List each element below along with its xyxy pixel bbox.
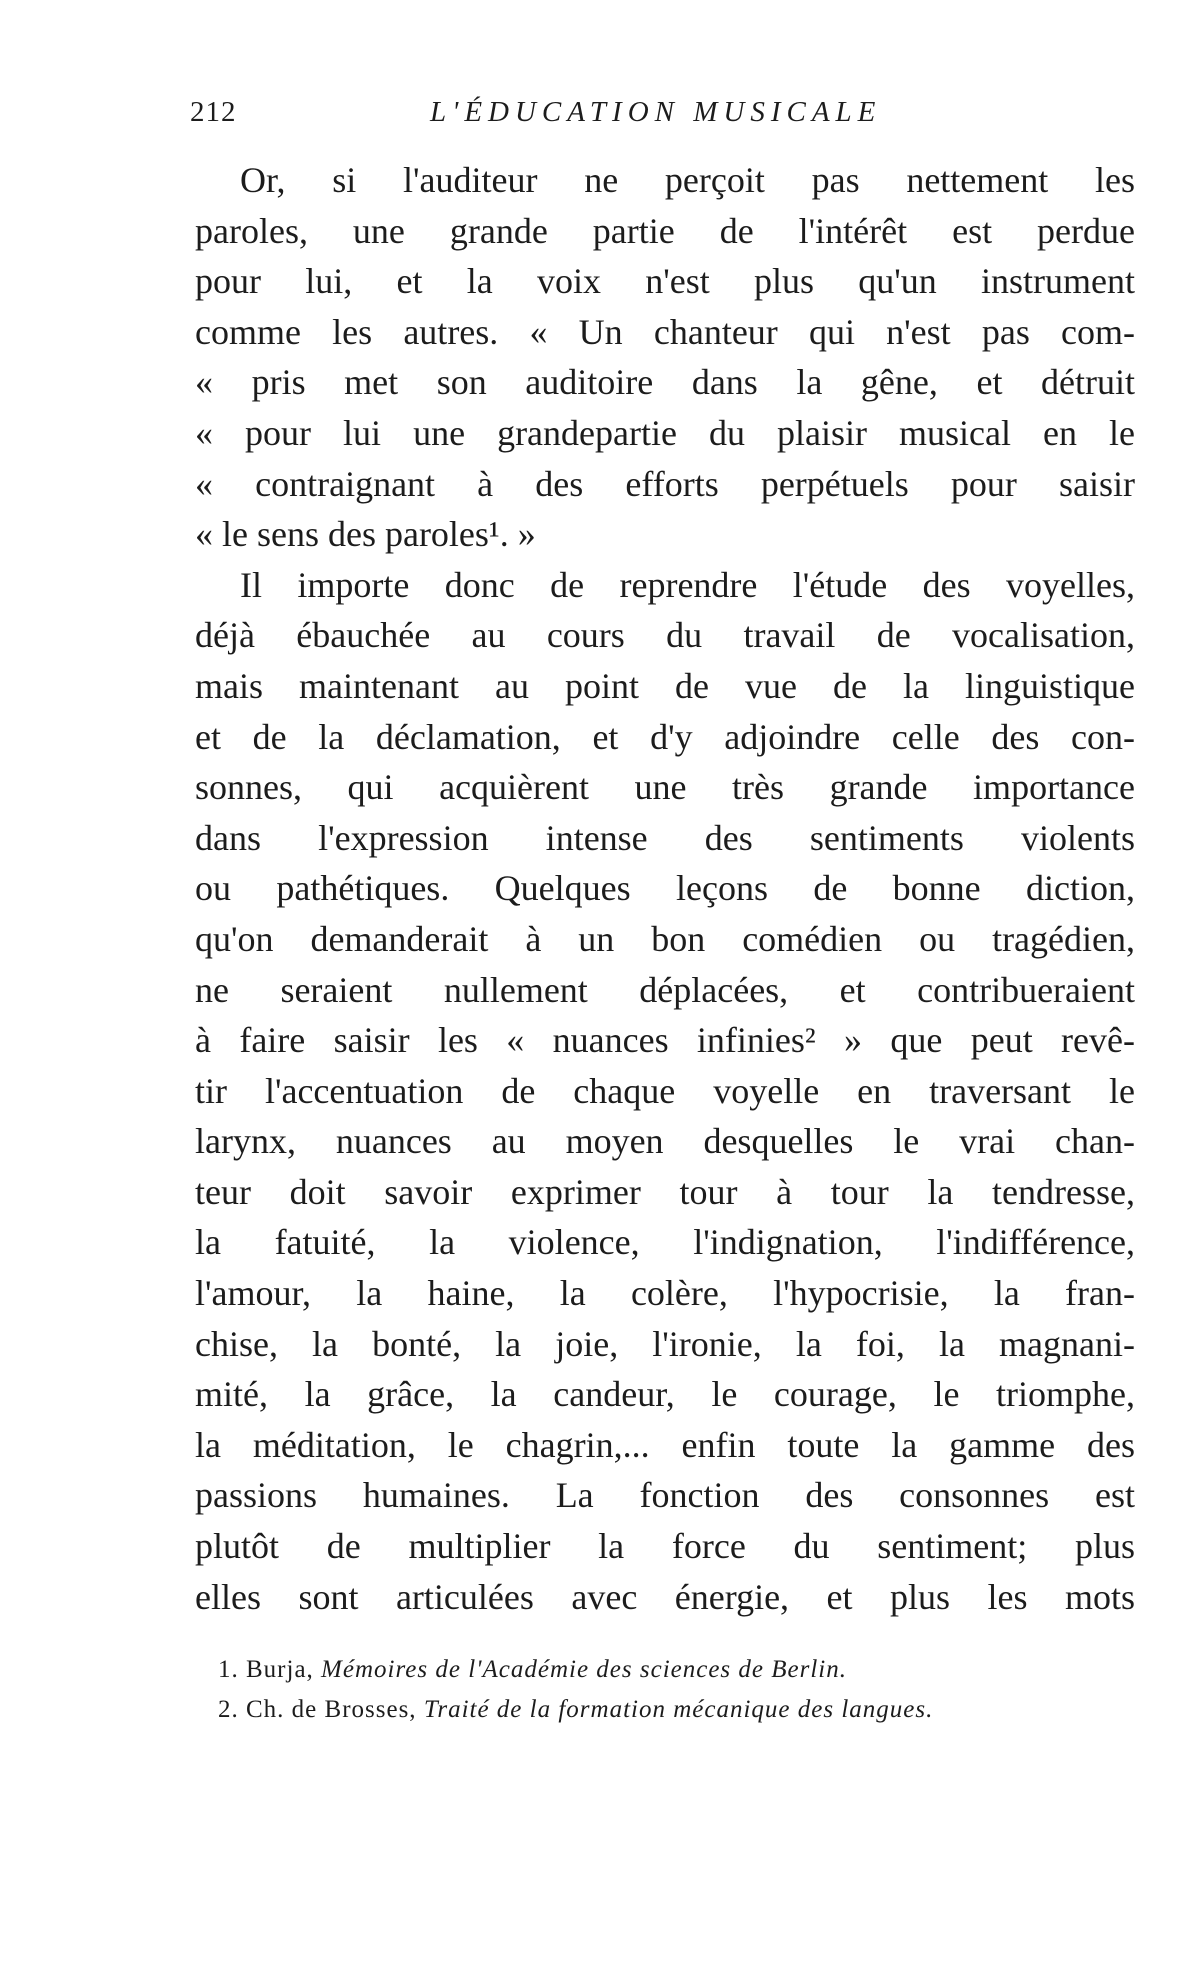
text-line: tir l'accentuation de chaque voyelle en traversant le — [195, 1070, 1135, 1111]
footnote-marker: 2. — [218, 1696, 239, 1723]
text-line: pour lui, et la voix n'est plus qu'un instrument — [195, 261, 1135, 302]
footnotes — [218, 1650, 1138, 1730]
text-line: « le sens des paroles¹. » — [195, 514, 536, 555]
text-line: ou pathétiques. Quelques leçons de bonne diction, — [195, 868, 1135, 909]
text-line: teur doit savoir exprimer tour à tour la tendresse, — [195, 1171, 1135, 1212]
footnote — [218, 1650, 1138, 1690]
text-line: dans l'expression intense des sentiments violents — [195, 817, 1135, 858]
footnote-author: Burja, — [246, 1656, 314, 1683]
footnote-author: Ch. de Brosses, — [246, 1696, 417, 1723]
footnote — [218, 1690, 1138, 1730]
text-line: mais maintenant au point de vue de la linguistique — [195, 665, 1135, 706]
text-line: passions humaines. La fonction des consonnes est — [195, 1475, 1135, 1516]
text-line: elles sont articulées avec énergie, et plus les mots — [195, 1576, 1135, 1617]
text-line: à faire saisir les « nuances infinies² » que peut revê- — [195, 1020, 1135, 1061]
text-line: mité, la grâce, la candeur, le courage, le triomphe, — [195, 1374, 1135, 1415]
text-line: sonnes, qui acquièrent une très grande importance — [195, 767, 1135, 808]
text-line: la méditation, le chagrin,... enfin toute la gamme des — [195, 1424, 1135, 1465]
text-line: et de la déclamation, et d'y adjoindre celle des con- — [195, 716, 1135, 757]
text-line: « pris met son auditoire dans la gêne, et détruit — [195, 362, 1135, 403]
footnote-work: Mémoires de l'Académie des sciences de Berlin. — [321, 1656, 847, 1683]
text-line: Il importe donc de reprendre l'étude des voyelles, — [240, 564, 1135, 605]
text-line: ne seraient nullement déplacées, et contribueraient — [195, 969, 1135, 1010]
text-line: « contraignant à des efforts perpétuels pour saisir — [195, 463, 1135, 504]
text-line: chise, la bonté, la joie, l'ironie, la foi, la magnani- — [195, 1323, 1135, 1364]
footnote-marker: 1. — [218, 1656, 239, 1683]
text-line: la fatuité, la violence, l'indignation, l'indifférence, — [195, 1222, 1135, 1263]
text-line: Or, si l'auditeur ne perçoit pas nettement les — [240, 160, 1135, 200]
page-number: 212 — [190, 96, 237, 128]
text-line: plutôt de multiplier la force du sentiment; plus — [195, 1526, 1135, 1567]
running-title: L'ÉDUCATION MUSICALE — [430, 96, 882, 128]
body-text — [195, 155, 1135, 1622]
text-line: qu'on demanderait à un bon comédien ou tragédien, — [195, 918, 1135, 959]
text-line: « pour lui une grandepartie du plaisir musical en le — [195, 412, 1135, 453]
footnote-work: Traité de la formation mécanique des langues. — [423, 1696, 934, 1723]
text-line: larynx, nuances au moyen desquelles le vrai chan- — [195, 1121, 1135, 1162]
text-line: comme les autres. « Un chanteur qui n'est pas com- — [195, 311, 1135, 352]
text-line: l'amour, la haine, la colère, l'hypocrisie, la fran- — [195, 1273, 1135, 1314]
text-line: paroles, une grande partie de l'intérêt est perdue — [195, 210, 1135, 251]
page-header — [190, 96, 1130, 140]
text-line: déjà ébauchée au cours du travail de vocalisation, — [195, 615, 1135, 656]
